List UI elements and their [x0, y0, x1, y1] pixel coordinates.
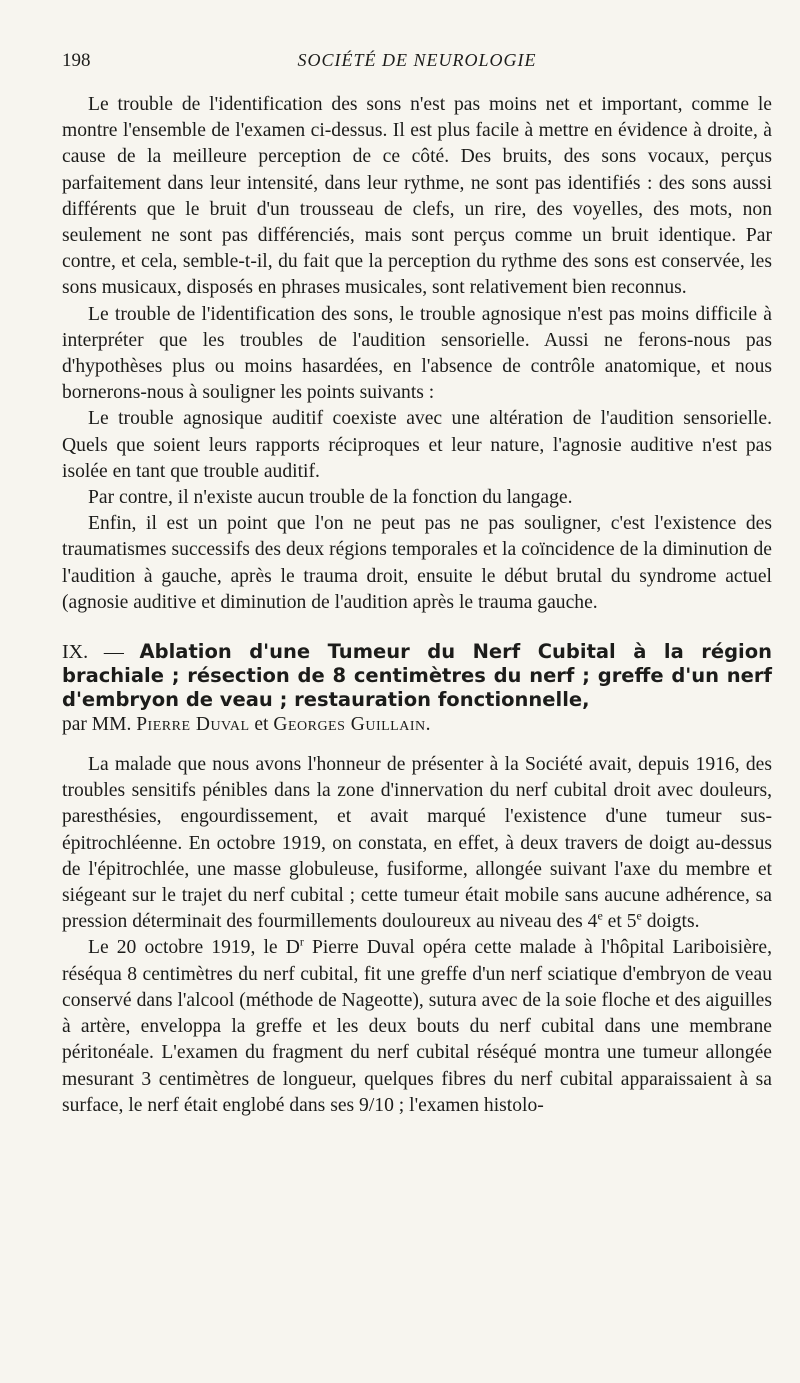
running-head: [62, 50, 772, 78]
section-p1-text: La malade que nous avons l'honneur de présenter à la Société avait, depuis 1916, des troubles sensitifs pénibles dans la zone d'innervation du nerf cubital droit avec douleurs, paresthésies, engourdissement, et avait marqué l'existence d'une tumeur sus-épitrochléenne. En octobre 1919, on constata, en effet, à deux travers de doigt au-dessus de l'épitrochlée, une masse globuleuse, fusiforme, allongée suivant l'axe du membre et siégeant sur le trajet du nerf cubital ; cette tumeur était mobile sans aucune adhérence, sa pression déterminait des fourmillements douloureux au niveau des 4: [62, 754, 772, 933]
section-p1-end: doigts.: [641, 911, 700, 933]
author-guillain: Georges Guillain.: [273, 714, 431, 736]
authors-and: et: [249, 714, 274, 736]
journal-title: SOCIÉTÉ DE NEUROLOGIE: [297, 50, 537, 70]
page: [62, 50, 772, 1119]
superscript-r: r: [299, 934, 304, 949]
section-paragraph-1: [62, 752, 772, 935]
section-p2-rest: Pierre Duval opéra cette malade à l'hôpital Lariboisière, réséqua 8 centimètres du nerf cubital, fit une greffe d'un nerf sciatique d'embryon de veau conservé dans l'alcool (méthode de Nageotte), sutura avec de la soie floche et des aiguilles à artère, enveloppa la greffe et les deux bouts du nerf cubital dans une membrane péritonéale. L'examen du fragment du nerf cubital réséqué montra une tumeur allongée mesurant 3 centimètres de longueur, quelques fibres du nerf cubital apparaissaient à sa surface, le nerf était englobé dans ses 9/10 ; l'examen histolo-: [62, 937, 773, 1116]
body-paragraph-1: Le trouble de l'identification des sons n'est pas moins net et important, comme le montre l'ensemble de l'examen ci-dessus. Il est plus facile à mettre en évidence à droite, à cause de la meilleure perception de ce côté. Des bruits, des sons vocaux, perçus parfaitement dans leur intensité, dans leur rythme, ne sont pas identifiés : des sons aussi différents que le bruit d'un trousseau de clefs, un rire, des voyelles, des mots, non seulement ne sont pas différenciés, mais sont perçus comme un bruit identique. Par contre, et cela, semble-t-il, du fait que la perception du rythme des sons est conservée, les sons musicaux, disposés en phrases musicales, sont relativement bien reconnus.: [62, 94, 772, 299]
section-p2-start: Le 20 octobre 1919, le D: [88, 937, 300, 959]
page-number: 198: [62, 50, 91, 71]
section-dash: —: [88, 641, 140, 664]
body-paragraph-3: Le trouble agnosique auditif coexiste avec une altération de l'audition sensorielle. Quels que soient leurs rapports réciproques et leur nature, l'agnosie auditive n'est pas isolée en tant que trouble auditif.: [62, 408, 772, 482]
section-authors: [62, 712, 772, 738]
body-paragraph-5: Enfin, il est un point que l'on ne peut pas ne pas souligner, c'est l'existence des traumatismes successifs des deux régions temporales et la coïncidence de la diminution de l'audition à gauche, après le trauma droit, ensuite le début brutal du syndrome actuel (agnosie auditive et diminution de l'audition après le trauma gauche.: [62, 513, 772, 613]
superscript-e-2: e: [636, 908, 642, 923]
superscript-e-1: e: [597, 908, 603, 923]
section-ix: [62, 640, 772, 1119]
section-paragraph-2: [62, 935, 772, 1118]
body-paragraph-2: Le trouble de l'identification des sons, le trouble agnosique n'est pas moins difficile à interpréter que les troubles de l'audition sensorielle. Aussi ne ferons-nous pas d'hypothèses plus ou moins hasardées, en l'absence de contrôle anatomique, et nous bornerons-nous à souligner les points suivants :: [62, 303, 772, 404]
section-title: Ablation d'une Tumeur du Nerf Cubital à la région brachiale ; résection de 8 centimètres du nerf ; greffe d'un nerf d'embryon de veau ; restauration fonctionnelle,: [62, 640, 773, 712]
section-heading: [62, 640, 772, 712]
body-paragraph-4: Par contre, il n'existe aucun trouble de la fonction du langage.: [88, 487, 573, 509]
section-number: IX.: [62, 641, 89, 664]
authors-prefix: par MM.: [62, 714, 137, 736]
author-duval: Pierre Duval: [136, 714, 250, 736]
section-p1-mid: et 5: [602, 911, 637, 933]
